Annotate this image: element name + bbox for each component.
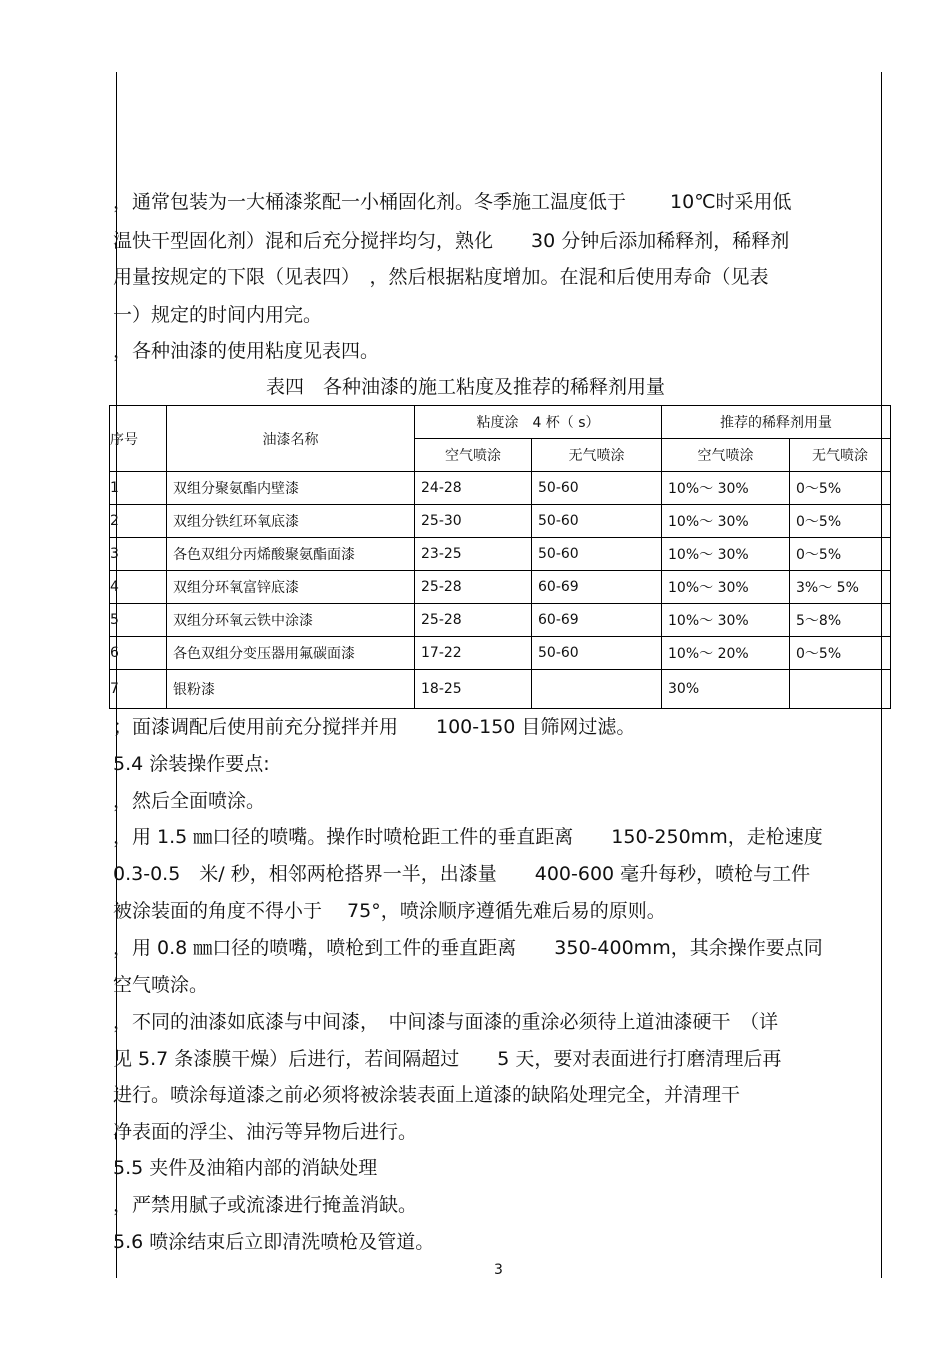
cell-thin-airless <box>790 670 891 709</box>
cell-seq: 5 <box>110 604 167 637</box>
cell-name: 双组分聚氨酯内壁漆 <box>167 472 415 505</box>
cell-seq: 1 <box>110 472 167 505</box>
cell-thin-airless: 3%～ 5% <box>790 571 891 604</box>
cell-visc-air: 18-25 <box>415 670 532 709</box>
table-row <box>110 604 891 637</box>
cell-name: 双组分环氧云铁中涂漆 <box>167 604 415 637</box>
cell-thin-air: 10%～ 30% <box>662 538 790 571</box>
cell-name: 双组分环氧富锌底漆 <box>167 571 415 604</box>
text-line: 用量按规定的下限（见表四） ，然后根据粘度增加。在混和后使用寿命（见表 <box>113 266 769 288</box>
header-name: 油漆名称 <box>167 406 415 472</box>
cell-visc-airless <box>532 670 662 709</box>
cell-thin-airless: 0～5% <box>790 538 891 571</box>
table-header-row <box>110 406 891 439</box>
text-line: ，不同的油漆如底漆与中间漆， 中间漆与面漆的重涂必须待上道油漆硬干 （详 <box>113 1011 779 1033</box>
cell-thin-air: 10%～ 30% <box>662 604 790 637</box>
subheader-airless-spray: 无气喷涂 <box>532 439 662 472</box>
viscosity-table <box>109 405 891 709</box>
text-line: 空气喷涂。 <box>113 974 209 996</box>
text-line: ；面漆调配后使用前充分搅拌并用 100-150 目筛网过滤。 <box>113 716 636 738</box>
cell-seq: 6 <box>110 637 167 670</box>
text-line: ，通常包装为一大桶漆浆配一小桶固化剂。冬季施工温度低于 10℃时采用低 <box>113 191 792 213</box>
cell-visc-airless: 50-60 <box>532 505 662 538</box>
cell-thin-air: 10%～ 30% <box>662 472 790 505</box>
cell-visc-air: 23-25 <box>415 538 532 571</box>
cell-visc-airless: 50-60 <box>532 538 662 571</box>
text-line: 0.3-0.5 米/ 秒，相邻两枪搭界一半，出漆量 400-600 毫升每秒，喷枪与工件 <box>113 863 811 885</box>
cell-thin-air: 10%～ 20% <box>662 637 790 670</box>
cell-thin-airless: 5～8% <box>790 604 891 637</box>
table-row <box>110 637 891 670</box>
cell-seq: 7 <box>110 670 167 709</box>
cell-visc-airless: 50-60 <box>532 472 662 505</box>
table-row <box>110 505 891 538</box>
text-line: ，严禁用腻子或流漆进行掩盖消缺。 <box>113 1194 418 1216</box>
text-line: 被涂装面的角度不得小于 75°，喷涂顺序遵循先难后易的原则。 <box>113 900 666 922</box>
cell-visc-airless: 60-69 <box>532 604 662 637</box>
table-row <box>110 571 891 604</box>
header-thinner: 推荐的稀释剂用量 <box>662 406 891 439</box>
subheader-air-spray: 空气喷涂 <box>415 439 532 472</box>
text-line: ，然后全面喷涂。 <box>113 790 266 812</box>
text-line: 净表面的浮尘、油污等异物后进行。 <box>113 1121 418 1143</box>
cell-thin-airless: 0～5% <box>790 637 891 670</box>
cell-seq: 3 <box>110 538 167 571</box>
text-line: 见 5.7 条漆膜干燥）后进行，若间隔超过 5 天，要对表面进行打磨清理后再 <box>113 1048 782 1070</box>
section-heading: 5.5 夹件及油箱内部的消缺处理 <box>113 1157 378 1179</box>
cell-thin-airless: 0～5% <box>790 472 891 505</box>
text-line: 温快干型固化剂）混和后充分搅拌均匀，熟化 30 分钟后添加稀释剂，稀释剂 <box>113 230 790 252</box>
header-viscosity: 粘度涂 4 杯（ s） <box>415 406 662 439</box>
cell-visc-air: 25-28 <box>415 571 532 604</box>
header-seq: 序号 <box>110 406 167 472</box>
text-line: ，用 0.8 ㎜口径的喷嘴，喷枪到工件的垂直距离 350-400mm，其余操作要点同 <box>113 937 823 959</box>
cell-thin-air: 10%～ 30% <box>662 505 790 538</box>
cell-visc-air: 17-22 <box>415 637 532 670</box>
cell-visc-air: 25-28 <box>415 604 532 637</box>
subheader-airless-spray: 无气喷涂 <box>790 439 891 472</box>
text-line: ，各种油漆的使用粘度见表四。 <box>113 340 380 362</box>
cell-visc-airless: 60-69 <box>532 571 662 604</box>
subheader-air-spray: 空气喷涂 <box>662 439 790 472</box>
cell-name: 银粉漆 <box>167 670 415 709</box>
cell-visc-air: 25-30 <box>415 505 532 538</box>
table-caption: 表四 各种油漆的施工粘度及推荐的稀释剂用量 <box>266 376 666 398</box>
cell-thin-airless: 0～5% <box>790 505 891 538</box>
section-heading: 5.4 涂装操作要点: <box>113 753 270 775</box>
cell-name: 双组分铁红环氧底漆 <box>167 505 415 538</box>
cell-seq: 2 <box>110 505 167 538</box>
table-row <box>110 670 891 709</box>
section-heading: 5.6 喷涂结束后立即清洗喷枪及管道。 <box>113 1231 435 1253</box>
table-row <box>110 472 891 505</box>
cell-thin-air: 10%～ 30% <box>662 571 790 604</box>
cell-name: 各色双组分变压器用氟碳面漆 <box>167 637 415 670</box>
cell-name: 各色双组分丙烯酸聚氨酯面漆 <box>167 538 415 571</box>
page-number: 3 <box>494 1262 503 1278</box>
text-line: 一）规定的时间内用完。 <box>113 304 323 326</box>
cell-visc-airless: 50-60 <box>532 637 662 670</box>
cell-visc-air: 24-28 <box>415 472 532 505</box>
cell-thin-air: 30% <box>662 670 790 709</box>
cell-seq: 4 <box>110 571 167 604</box>
text-line: 进行。喷涂每道漆之前必须将被涂装表面上道漆的缺陷处理完全，并清理干 <box>113 1084 741 1106</box>
table-row <box>110 538 891 571</box>
text-line: ，用 1.5 ㎜口径的喷嘴。操作时喷枪距工件的垂直距离 150-250mm，走枪速度 <box>113 826 823 848</box>
